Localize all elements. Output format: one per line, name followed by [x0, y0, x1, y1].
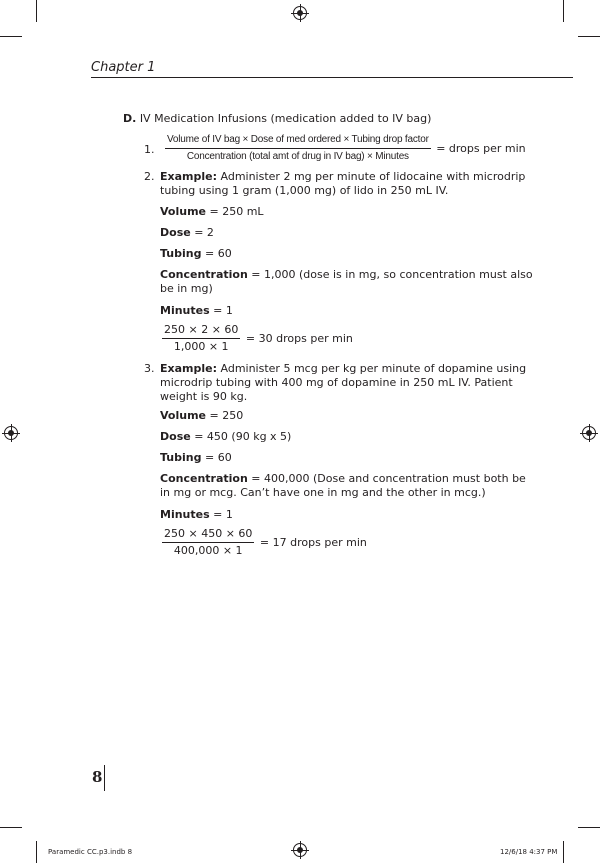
concentration-label: Concentration: [160, 472, 248, 485]
formula-numerator: Volume of IV bag × Dose of med ordered × Tubing drop factor: [165, 133, 431, 149]
crop-mark: [36, 0, 37, 22]
example1-number: 2.: [144, 170, 155, 183]
crop-mark: [36, 841, 37, 863]
registration-mark-icon: [293, 843, 307, 857]
tubing-label: Tubing: [160, 451, 202, 464]
tubing-label: Tubing: [160, 247, 202, 260]
concentration-label: Concentration: [160, 268, 248, 281]
dose-label: Dose: [160, 430, 191, 443]
calculation-numerator: 250 × 450 × 60: [162, 527, 254, 543]
example2-tubing: [160, 451, 232, 465]
registration-mark-icon: [293, 6, 307, 20]
example1-volume: [160, 205, 264, 219]
volume-value: = 250: [209, 409, 244, 422]
concentration-value: = 1,000 (dose is in mg, so concentration must also: [251, 268, 533, 281]
calculation-denominator: 400,000 × 1: [173, 544, 243, 557]
formula-number: 1.: [144, 143, 155, 156]
calculation-fraction: [162, 527, 254, 558]
registration-mark-icon: [4, 426, 18, 440]
example2-concentration: [160, 472, 550, 500]
page-number-bar: [104, 765, 105, 791]
volume-label: Volume: [160, 409, 206, 422]
example2-label: Example:: [160, 362, 217, 375]
example2-volume: [160, 409, 243, 423]
example1-minutes: [160, 304, 233, 318]
header-rule: [91, 77, 573, 78]
example1-label: Example:: [160, 170, 217, 183]
example2-line: weight is 90 kg.: [160, 390, 248, 403]
volume-label: Volume: [160, 205, 206, 218]
crop-mark: [578, 36, 600, 37]
minutes-label: Minutes: [160, 508, 210, 521]
example1-dose: [160, 226, 214, 240]
crop-mark: [578, 827, 600, 828]
dose-label: Dose: [160, 226, 191, 239]
crop-mark: [0, 827, 22, 828]
concentration-value: = 400,000 (Dose and concentration must both be: [251, 472, 526, 485]
formula-fraction: [165, 133, 431, 164]
example2-number: 3.: [144, 362, 155, 375]
section-heading: [123, 112, 431, 126]
section-letter: D.: [123, 112, 137, 125]
concentration-value: in mg or mcg. Can’t have one in mg and the other in mcg.): [160, 486, 486, 499]
example1-line: tubing using 1 gram (1,000 mg) of lido in 250 mL IV.: [160, 184, 449, 197]
calculation-result: = 17 drops per min: [259, 535, 367, 549]
example2-dose: [160, 430, 291, 444]
calculation-numerator: 250 × 2 × 60: [162, 323, 240, 339]
example1-calculation: [162, 323, 353, 354]
calculation-fraction: [162, 323, 240, 354]
chapter-header: Chapter 1: [91, 60, 156, 75]
example1-line: Administer 2 mg per minute of lidocaine with microdrip: [220, 170, 526, 183]
dose-value: = 2: [194, 226, 214, 239]
tubing-value: = 60: [204, 247, 232, 260]
formula: [165, 133, 526, 164]
minutes-label: Minutes: [160, 304, 210, 317]
footer-file: Paramedic CC.p3.indb 8: [48, 848, 133, 856]
minutes-value: = 1: [213, 304, 233, 317]
crop-mark: [563, 0, 564, 22]
calculation-result: = 30 drops per min: [245, 331, 353, 345]
example2-line: microdrip tubing with 400 mg of dopamine in 250 mL IV. Patient: [160, 376, 513, 389]
dose-value: = 450 (90 kg x 5): [194, 430, 292, 443]
example2-calculation: [162, 527, 367, 558]
example2-line: Administer 5 mcg per kg per minute of dopamine using: [220, 362, 527, 375]
calculation-denominator: 1,000 × 1: [173, 340, 229, 353]
formula-result: = drops per min: [436, 141, 526, 155]
example1-concentration: [160, 268, 540, 296]
concentration-value: be in mg): [160, 282, 213, 295]
example1-text: [160, 170, 540, 198]
example2-text: [160, 362, 550, 404]
minutes-value: = 1: [213, 508, 233, 521]
tubing-value: = 60: [204, 451, 232, 464]
example2-minutes: [160, 508, 233, 522]
crop-mark: [563, 841, 564, 863]
example1-tubing: [160, 247, 232, 261]
registration-mark-icon: [582, 426, 596, 440]
volume-value: = 250 mL: [209, 205, 264, 218]
page-number: 8: [92, 768, 103, 786]
crop-mark: [0, 36, 22, 37]
section-title: IV Medication Infusions (medication added to IV bag): [139, 112, 432, 125]
footer-timestamp: 12/6/18 4:37 PM: [500, 848, 558, 856]
formula-denominator: Concentration (total amt of drug in IV bag) × Minutes: [186, 151, 409, 162]
